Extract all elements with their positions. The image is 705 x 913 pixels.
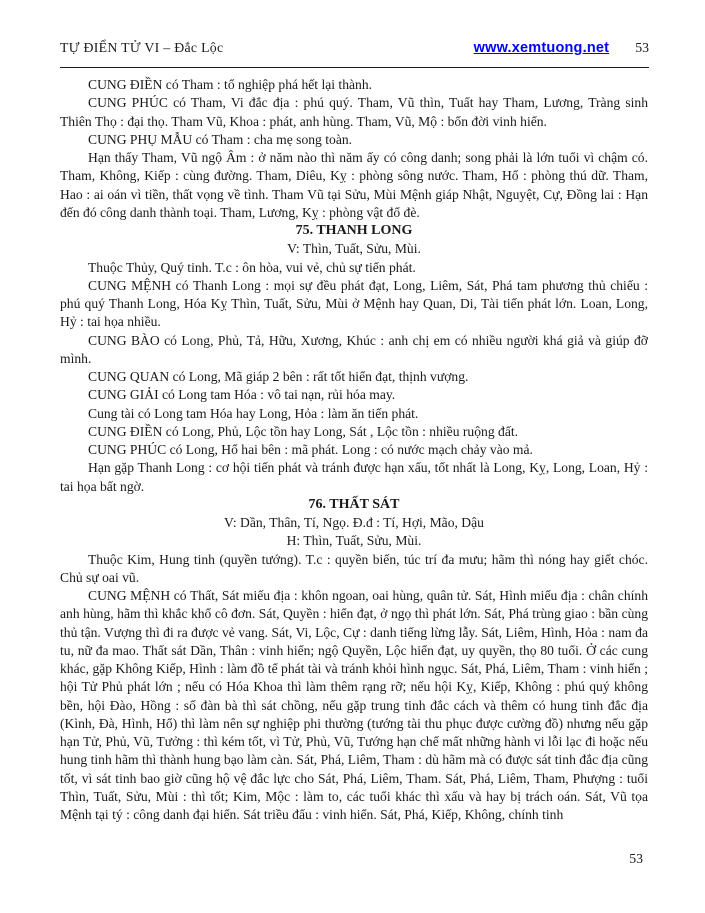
paragraph: Hạn gặp Thanh Long : cơ hội tiến phát và tránh được hạn xấu, tốt nhất là Long, Kỵ, Long, Loan, Hỷ : tai họa bất ngờ. <box>60 460 648 494</box>
footer-page-number: 53 <box>629 851 643 866</box>
page-header <box>60 40 649 68</box>
book-title: TỰ ĐIỂN TỬ VI – Đắc Lộc <box>60 40 224 55</box>
paragraph: CUNG BÀO có Long, Phủ, Tả, Hữu, Xương, Khúc : anh chị em có nhiều người khá giả và giúp đỡ mình. <box>60 332 648 366</box>
paragraph: CUNG PHÚC có Tham, Vi đắc địa : phú quý. Tham, Vũ thìn, Tuất hay Tham, Lương, Tràng sinh Thiên Thọ : đại thọ. Tham Vũ, Khoa : phát, anh hùng. Tham, Vũ, Mộ : bốn đời vinh hiển. <box>60 95 648 129</box>
paragraph: CUNG QUAN có Long, Mã giáp 2 bên : rất tốt hiển đạt, thịnh vượng. <box>88 369 469 384</box>
section-subheading: V: Dần, Thân, Tí, Ngọ. Đ.đ : Tí, Hợi, Mão, Dậu <box>224 515 484 530</box>
section-subheading: H: Thìn, Tuất, Sửu, Mùi. <box>286 533 422 549</box>
paragraph: CUNG MỆNH có Thanh Long : mọi sự đều phát đạt, Long, Liêm, Sát, Phá tam phương thủ chiếu : phú quý Thanh Long, Hóa Kỵ Thìn, Tuất, Sửu, Mùi ở Mệnh hay Quan, Di, Tài tiến phát lớn. Loan, Long, Hỷ : tai họa nhiều. <box>60 277 648 330</box>
section-subheading: V: Thìn, Tuất, Sửu, Mùi. <box>287 241 421 257</box>
header-page-number: 53 <box>635 40 649 55</box>
paragraph: CUNG PHỤ MẪU có Tham : cha mẹ song toàn. <box>88 131 353 147</box>
paragraph: Hạn thấy Tham, Vũ ngộ Âm : ở năm nào thì năm ấy có công danh; song phải là lớn tuổi vì chậm có. Tham, Không, Kiếp : cùng đường. Tham, Diêu, Kỵ : phòng sông nước. Tham, Hổ : phòng thú dữ. Tham, Hao : ai oán vì tiền, thất vọng về tình. Tham Vũ tại Sửu, Mùi Mệnh giáp Nhật, Nguyệt, Cự, Đồng lai : Hạn đến đó công danh thành toại. Tham, Lương, Kỵ : phòng vật đổ đè. <box>60 150 648 220</box>
document-body <box>60 76 648 824</box>
paragraph: CUNG ĐIỀN có Tham : tổ nghiệp phá hết lại thành. <box>88 77 373 92</box>
site-link[interactable]: www.xemtuong.net <box>473 40 610 56</box>
paragraph: CUNG ĐIỀN có Long, Phủ, Lộc tồn hay Long, Sát , Lộc tồn : nhiều ruộng đất. <box>88 423 519 439</box>
paragraph: CUNG GIẢI có Long tam Hóa : vô tai nạn, rủi hóa may. <box>88 387 396 403</box>
paragraph: Thuộc Kim, Hung tinh (quyền tướng). T.c : quyền biến, túc trí đa mưu; hãm thì nóng hay giết chóc. Chủ sự oai vũ. <box>60 551 648 585</box>
paragraph: CUNG PHÚC có Long, Hổ hai bên : mã phát. Long : có nước mạch chảy vào mả. <box>88 442 533 457</box>
paragraph: Cung tài có Long tam Hóa hay Long, Hỏa : làm ăn tiến phát. <box>88 405 419 421</box>
section-heading: 75. THANH LONG <box>295 223 413 238</box>
header-right-group <box>474 40 649 56</box>
paragraph: Thuộc Thủy, Quý tinh. T.c : ôn hòa, vui vẻ, chủ sự tiến phát. <box>88 259 416 275</box>
section-heading: 76. THẤT SÁT <box>308 496 400 512</box>
paragraph: CUNG MỆNH có Thất, Sát miếu địa : khôn ngoan, oai hùng, quân tử. Sát, Hình miếu địa : chân chính anh hùng, hãm thì khắc khổ cô đơn. Sát, Quyền : hiển đạt, ở ngọ thì phát lớn. Sát, Phá trùng giao : bần cùng thủ tận. Vượng thì đi ra được vẻ vang. Sát, Vi, Lộc, Cự : danh tiếng lừng lẫy. Sát, Liêm, Hình, Hỏa : nam đa tu, nữ đa mao. Thất sát Dần, Thân : vinh hiển; ngộ Quyền, Lộc hiển đạt, uy quyền, thọ 80 tuổi. Ở các cung khác, gặp Không Kiếp, Hình : làm đồ tể phát tài và tránh khỏi hình ngục. Sát, Phá, Liêm, Tham : vinh hiển ; hội Tử Phủ phát lớn ; nếu có Hóa Khoa thì làm thêm rạng rỡ; nếu hội Kỵ, Kiếp, Không : phú quý không bền, hội Đào, Hồng : số đàn bà thì sát chồng, nếu gặp trung tinh đắc cách và thêm có hung tinh đắc địa (Kình, Đà, Hình, Hổ) thì làm nên sự nghiệp phi thường (tướng tài thu phục được cường đồ) nhưng nếu gặp hạn Tử, Phủ, Vũ, Tưởng : thì kém tốt, vì Tử, Phủ, Vũ, Tướng hạn chế mất những hành vi lỗi lạc đi hoặc nếu hung tinh hãm thì thành hung bạo làm càn. Sát, Phá, Liêm, Tham : dù hãm mà có được sát tinh đắc địa cũng tốt, vì sát tinh bao giờ cũng hộ vệ đắc lực cho Sát, Phá, Liêm, Tham. Sát, Phá, Liêm, Tham, Phượng : tuổi Thìn, Tuất, Sửu, Mùi : thì tốt; Kim, Mộc : làm to, các tuổi khác thì xấu và hay bị trách oán. Sát, Vũ tọa Mệnh tại tý : công danh đại hiển. Sát triều đẩu : vinh hiển. Sát, Phá, Kiếp, Không, chính tinh <box>60 588 648 822</box>
